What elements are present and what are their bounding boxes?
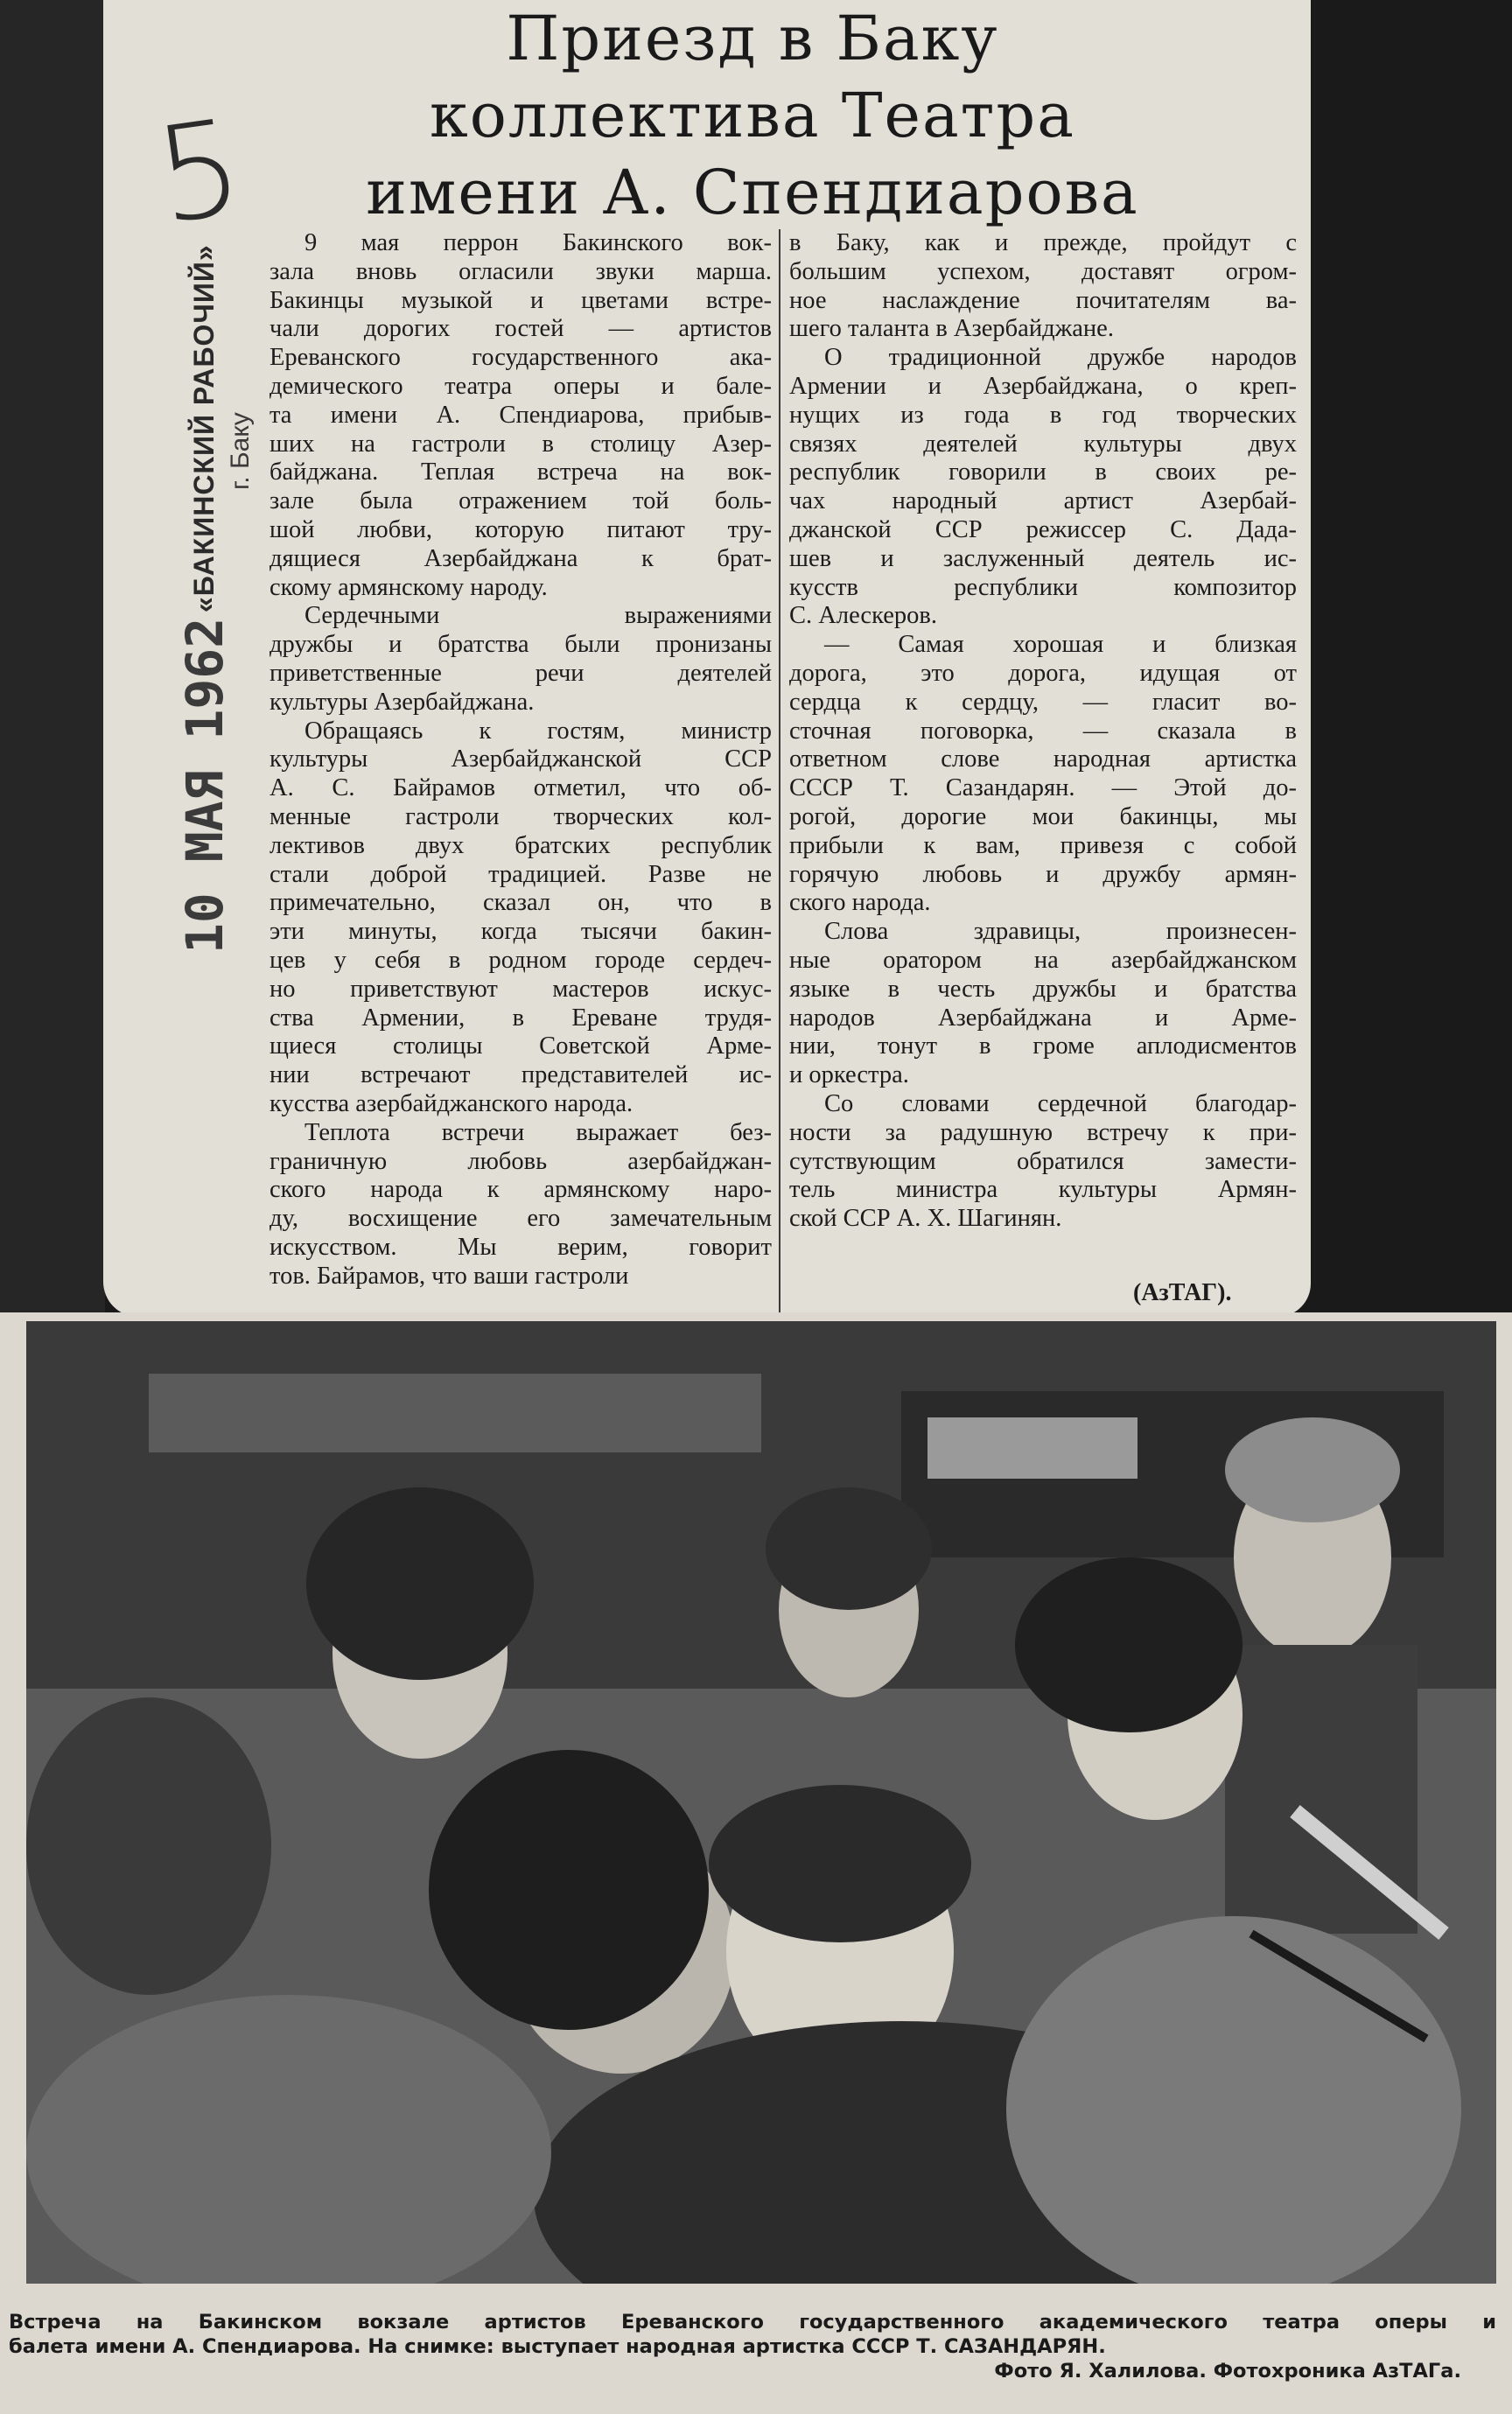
- photo-caption: [9, 2310, 1496, 2383]
- headline-line-2: коллектива Театра: [430, 80, 1075, 151]
- text-line: нии встречают представителей ис-: [270, 1061, 772, 1089]
- text-line: примечательно, сказал он, что в: [270, 889, 772, 917]
- text-line: А. С. Байрамов отметил, что об-: [270, 774, 772, 802]
- text-line: С. Алескеров.: [789, 602, 937, 630]
- paragraph: [270, 602, 772, 717]
- text-line: ответном слове народная артистка: [789, 745, 1297, 773]
- text-line: культуры Азербайджана.: [270, 688, 535, 716]
- headline-line-3: имени А. Спендиарова: [366, 157, 1139, 228]
- text-line: ших на гастроли в столицу Азер-: [270, 430, 772, 458]
- text-line: республик говорили в своих ре-: [789, 458, 1297, 486]
- photo-credit: Фото Я. Халилова. Фотохроника АзТАГа.: [994, 2360, 1461, 2383]
- column-divider: [779, 229, 780, 1314]
- text-line: кусства азербайджанского народа.: [270, 1089, 634, 1117]
- text-line: Ереванского государственного ака-: [270, 344, 772, 372]
- text-line: сутствующим обратился замести-: [789, 1147, 1297, 1175]
- text-line: скому армянскому народу.: [270, 573, 548, 601]
- text-line: Слова здравицы, произнесен-: [824, 918, 1297, 946]
- text-line: искусством. Мы верим, говорит: [270, 1233, 772, 1261]
- city-stamp: г. Баку: [226, 412, 255, 490]
- text-line: шего таланта в Азербайджане.: [789, 315, 1114, 343]
- text-line: и оркестра.: [789, 1061, 909, 1089]
- paragraph: [789, 918, 1297, 1090]
- text-line: дорога, это дорога, идущая от: [789, 659, 1297, 687]
- paragraph: [789, 631, 1297, 918]
- text-line: О традиционной дружбе народов: [824, 344, 1297, 372]
- text-line: Армении и Азербайджана, о креп-: [789, 372, 1297, 400]
- text-line: культуры Азербайджанской ССР: [270, 745, 772, 773]
- paragraph: [789, 344, 1297, 631]
- text-line: приветственные речи деятелей: [270, 659, 772, 687]
- article-column-1: [270, 229, 772, 1291]
- headline-line-1: Приезд в Баку: [506, 3, 999, 74]
- text-line: стали доброй традицией. Разве не: [270, 860, 772, 888]
- text-line: в Баку, как и прежде, пройдут с: [789, 229, 1297, 256]
- text-line: нущих из года в год творческих: [789, 401, 1297, 429]
- text-line: Обращаясь к гостям, министр: [304, 717, 772, 745]
- caption-line-2: балета имени А. Спендиарова. На снимке: выступает народная артистка СССР Т. САЗАНДАРЯН.: [9, 2335, 1106, 2358]
- text-line: ского народа к армянскому наро-: [270, 1176, 772, 1204]
- paragraph: [270, 717, 772, 1119]
- text-line: сточная поговорка, — сказала в: [789, 717, 1297, 745]
- text-line: тель министра культуры Армян-: [789, 1176, 1297, 1204]
- text-line: чали дорогих гостей — артистов: [270, 315, 772, 343]
- text-line: цев у себя в родном городе сердеч-: [270, 946, 772, 974]
- article-headline: [315, 0, 1190, 231]
- text-line: тов. Байрамов, что ваши гастроли: [270, 1262, 629, 1290]
- text-line: народов Азербайджана и Арме-: [789, 1004, 1297, 1032]
- paragraph: [789, 1090, 1297, 1234]
- text-line: рогой, дорогие мои бакинцы, мы: [789, 802, 1297, 830]
- handwritten-number: 5: [147, 91, 252, 254]
- text-line: кусств республики композитор: [789, 573, 1297, 601]
- text-line: граничную любовь азербайджан-: [270, 1147, 772, 1175]
- text-line: ности за радушную встречу к при-: [789, 1118, 1297, 1146]
- text-line: СССР Т. Сазандарян. — Этой до-: [789, 774, 1297, 802]
- text-line: сердца к сердцу, — гласит во-: [789, 688, 1297, 716]
- text-line: чах народный артист Азербай-: [789, 487, 1297, 515]
- text-line: большим успехом, доставят огром-: [789, 257, 1297, 285]
- text-line: — Самая хорошая и близкая: [824, 631, 1297, 659]
- text-line: зала вновь огласили звуки марша.: [270, 257, 772, 285]
- text-line: ное наслаждение почитателям ва-: [789, 286, 1297, 314]
- text-line: лективов двух братских республик: [270, 831, 772, 859]
- text-line: шев и заслуженный деятель ис-: [789, 544, 1297, 572]
- text-line: Со словами сердечной благодар-: [824, 1089, 1297, 1117]
- date-stamp: 10 МАЯ 1962: [175, 617, 234, 954]
- text-line: связях деятелей культуры двух: [789, 430, 1297, 458]
- text-line: Теплота встречи выражает без-: [304, 1118, 772, 1146]
- text-line: нии, тонут в громе аплодисментов: [789, 1032, 1297, 1060]
- text-line: прибыли к вам, привезя с собой: [789, 831, 1297, 859]
- text-line: менные гастроли творческих кол-: [270, 802, 772, 830]
- text-line: дящиеся Азербайджана к брат-: [270, 544, 772, 572]
- background-left: [0, 0, 105, 1312]
- text-line: ства Армении, в Ереване трудя-: [270, 1004, 772, 1032]
- text-line: зале была отражением той боль-: [270, 487, 772, 515]
- text-line: шой любви, которую питают тру-: [270, 515, 772, 543]
- text-line: демического театра оперы и бале-: [270, 372, 772, 400]
- text-line: языке в честь дружбы и братства: [789, 975, 1297, 1003]
- caption-line-1: Встреча на Бакинском вокзале артистов Ереванского государственного академического театра оперы и: [9, 2311, 1496, 2334]
- text-line: Сердечными выражениями: [304, 602, 772, 630]
- text-line: ской ССР А. Х. Шагинян.: [789, 1205, 1062, 1233]
- paragraph: [789, 229, 1297, 344]
- text-line: ные оратором на азербайджанском: [789, 946, 1297, 974]
- article-signature: (АзТАГ).: [1133, 1279, 1232, 1306]
- text-line: горячую любовь и дружбу армян-: [789, 860, 1297, 888]
- text-line: байджана. Теплая встреча на вок-: [270, 458, 772, 486]
- text-line: Бакинцы музыкой и цветами встре-: [270, 286, 772, 314]
- text-line: щиеся столицы Советской Арме-: [270, 1032, 772, 1060]
- text-line: джанской ССР режиссер С. Дада-: [789, 515, 1297, 543]
- text-line: ду, восхищение его замечательным: [270, 1205, 772, 1233]
- text-line: ского народа.: [789, 889, 931, 917]
- text-line: дружбы и братства были пронизаны: [270, 631, 772, 659]
- text-line: но приветствуют мастеров искус-: [270, 975, 772, 1003]
- text-line: 9 мая перрон Бакинского вок-: [304, 229, 772, 256]
- newspaper-source-stamp: «БАКИНСКИЙ РАБОЧИЙ»: [188, 244, 220, 612]
- article-column-2: [789, 229, 1297, 1234]
- text-line: та имени А. Спендиарова, прибыв-: [270, 401, 772, 429]
- text-line: эти минуты, когда тысячи бакин-: [270, 918, 772, 946]
- news-photo: [26, 1321, 1496, 2284]
- paragraph: [270, 229, 772, 602]
- paragraph: [270, 1119, 772, 1291]
